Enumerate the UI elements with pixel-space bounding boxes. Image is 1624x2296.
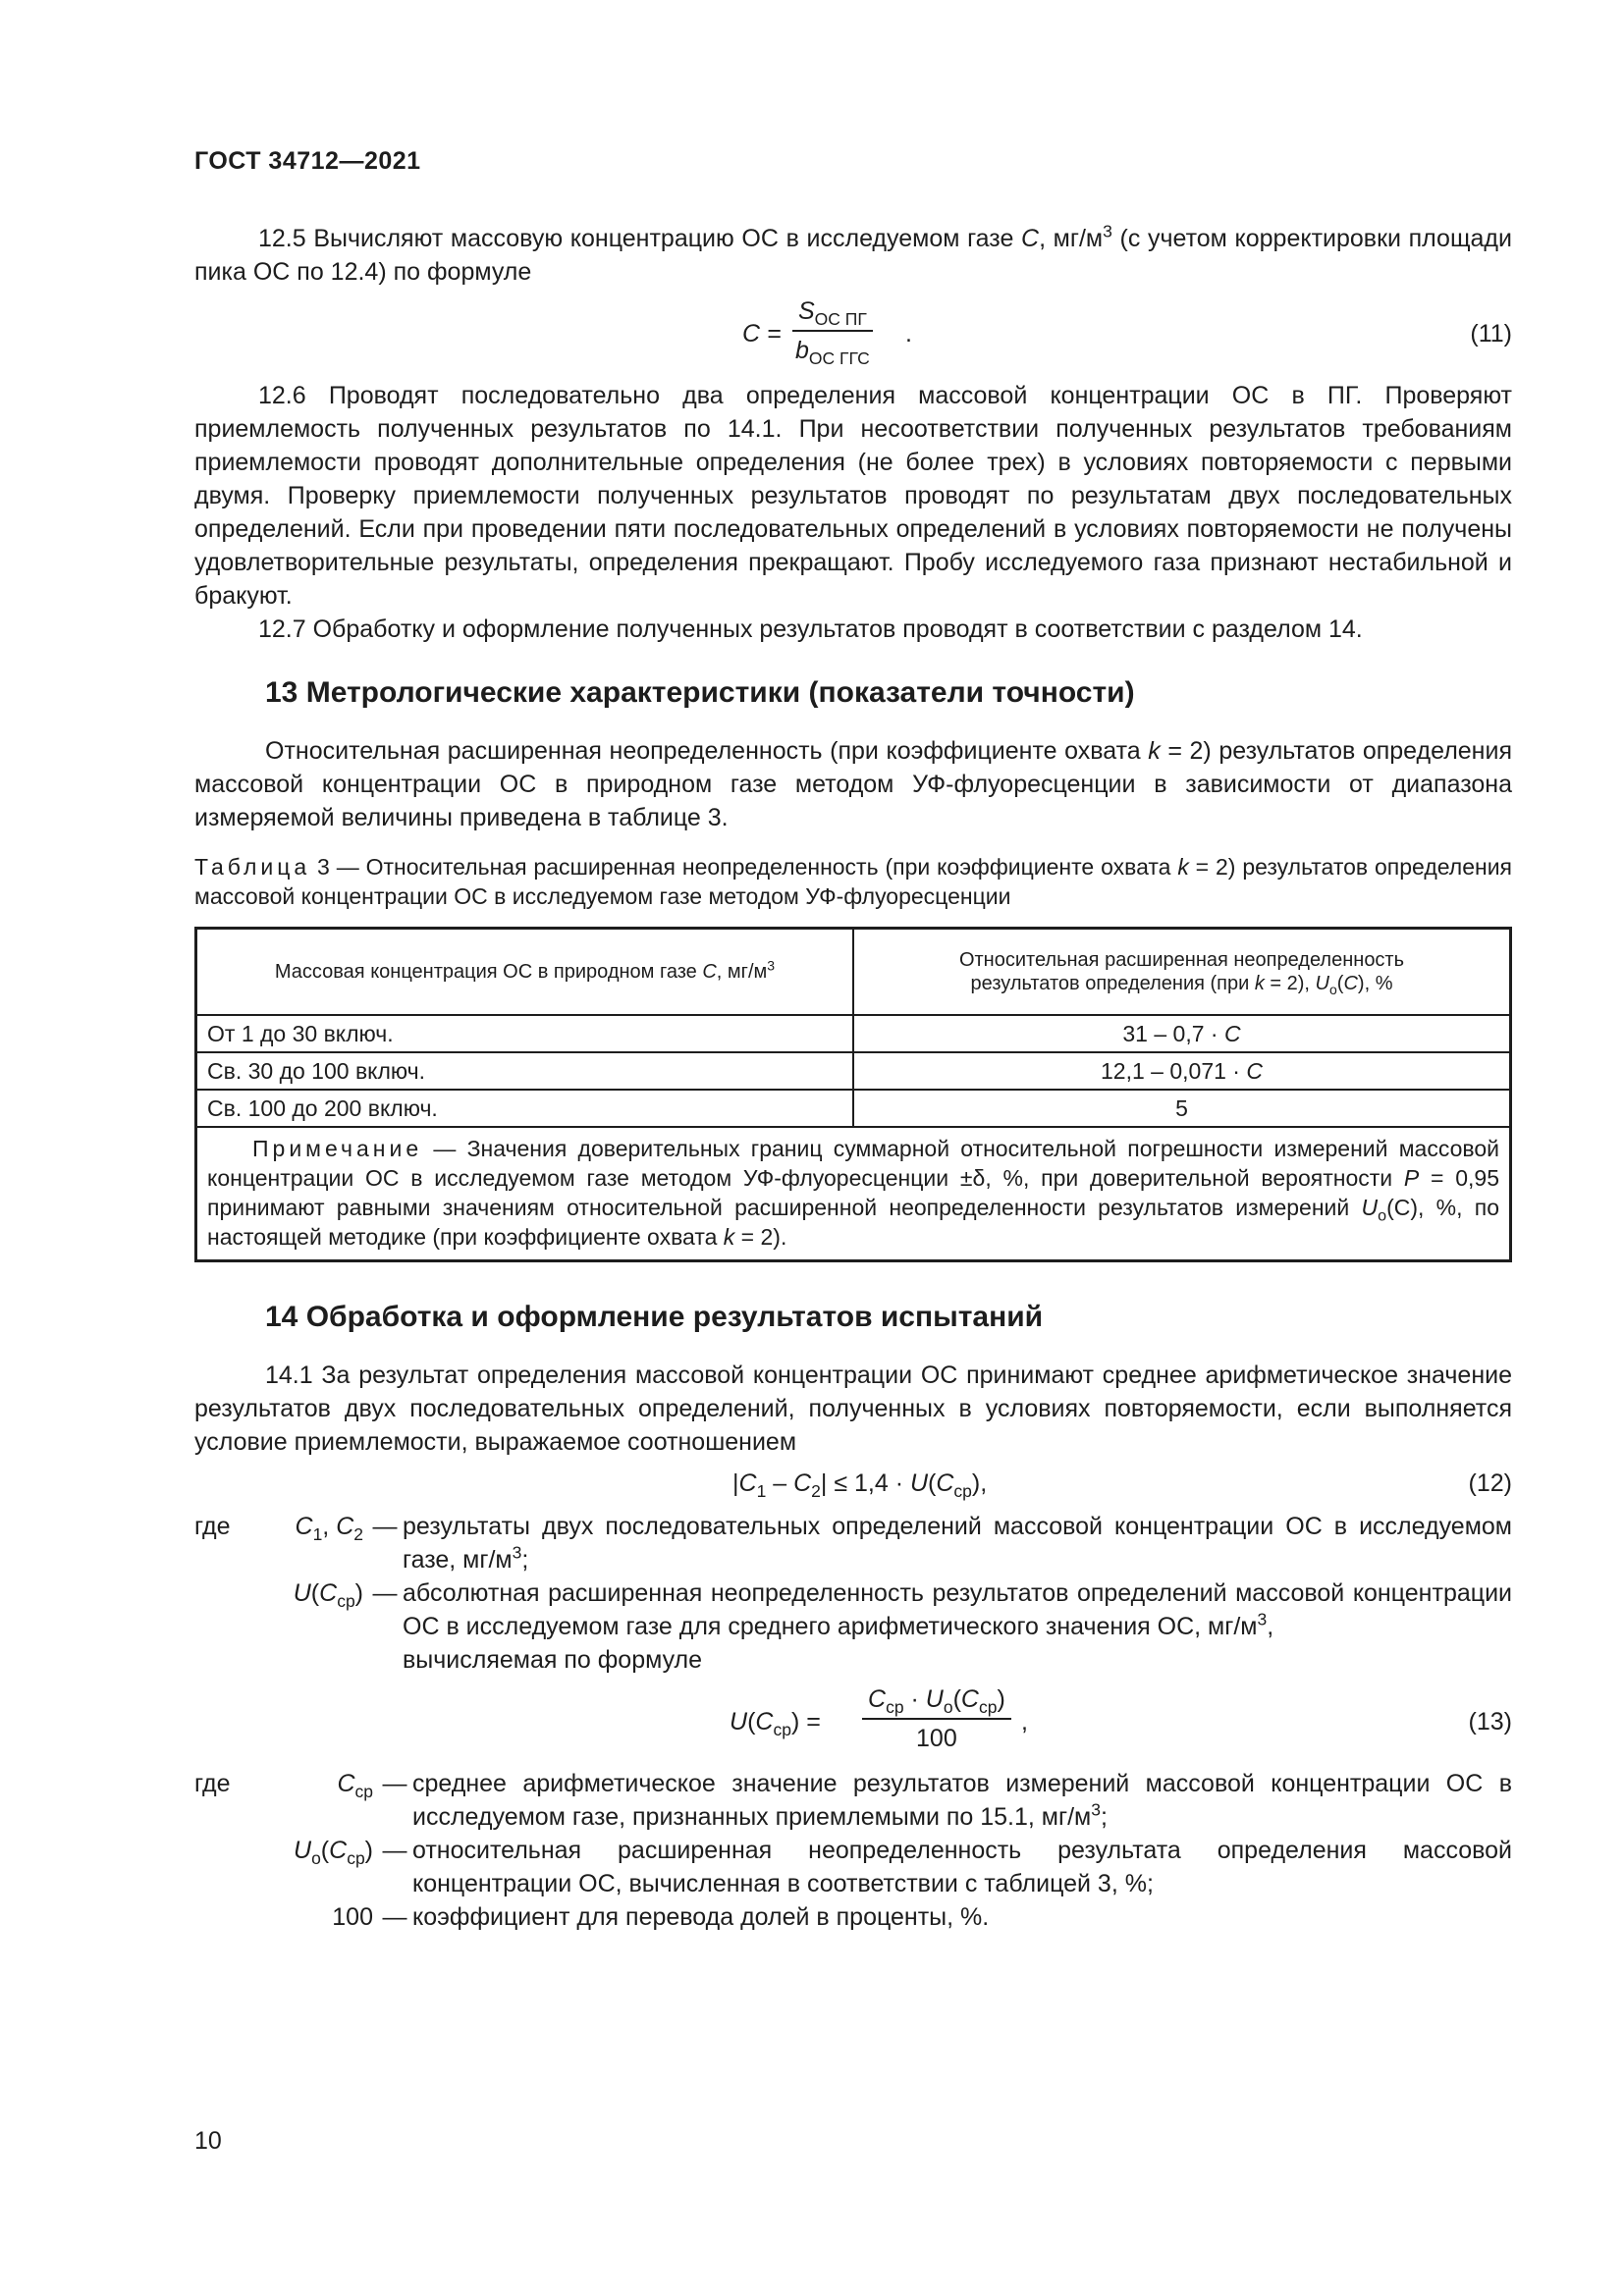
table-row: [196, 1015, 1511, 1052]
paragraph-13: Относительная расширенная неопределенность (при коэффициенте охвата k = 2) результатов определения массовой концентрации ОС в природном газе методом УФ-флуоресценции в зависимости от диапазона измеряемой величины приведена в таблице 3.: [194, 737, 1512, 831]
formula-12: $|C_1 - C_2| \le 1,4 \cdot U(C_{ср})$, (12): [194, 1459, 1512, 1510]
definition-row: $U_о(C_{ср})$ — относительная расширенная неопределенность результата определения массовой концентрации ОС, вычисленная в соответствии с таблицей 3, %;: [294, 1837, 1512, 1897]
paragraph-12-7: 12.7 Обработку и оформление полученных результатов проводят в соответствии с разделом 14.: [258, 615, 1363, 643]
equation-number-11: (11): [1470, 320, 1512, 347]
paragraph-12-5: 12.5 Вычисляют массовую концентрацию ОС в исследуемом газе C, $мг/м^3$ (с учетом корректировки площади пика ОС по 12.4) по формуле: [194, 221, 1512, 286]
table-header-uncertainty: Относительная расширенная неопределенность результатов определения (при k = 2), $U_о(C)$, %: [853, 929, 1511, 1016]
paragraph-12-6: 12.6 Проводят последовательно два определения массовой концентрации ОС в ПГ. Проверяют приемлемость полученных результатов по 14.1. При несоответствии полученных результатов требованиям приемлемости проводят дополнительные определения (не более трех) в условиях повторяемости с первыми двумя. Проверку приемлемости полученных результатов проводят по результатам двух последовательных определений. Если при проведении пяти последовательных определений в условиях повторяемости не получены удовлетворительные результаты, определения прекращают. Пробу исследуемого газа признают нестабильной и бракуют.: [194, 382, 1512, 610]
table-cell-range: Св. 30 до 100 включ.: [196, 1052, 854, 1090]
formula-11-fraction: $S_{ОС ПГ}$ $b_{ОС ГГС}$: [789, 294, 876, 367]
definition-row: где $C_1$, $C_2$ — результаты двух последовательных определений массовой концентрации ОС в исследуемом газе, $мг/м^3$;: [194, 1513, 1512, 1574]
table-header-row: [196, 929, 1511, 1016]
definition-row: $U(C_{ср})$ — абсолютная расширенная неопределенность результатов определений массовой концентрации ОС в исследуемом газе для среднего арифметического значения ОС, $мг/м^3$, вычисляемая по формуле: [293, 1579, 1512, 1674]
heading-section-14: 14 Обработка и оформление результатов испытаний: [265, 1301, 1044, 1333]
equation-number-12: (12): [1468, 1469, 1512, 1497]
table-3: [194, 927, 1512, 1262]
equation-number-13: (13): [1468, 1708, 1512, 1735]
table-row: [196, 1090, 1511, 1127]
table-cell-value: 31 – 0,7 · C: [853, 1015, 1511, 1052]
table-cell-value: 12,1 – 0,071 · C: [853, 1052, 1511, 1090]
document-header: ГОСТ 34712—2021: [194, 147, 421, 175]
heading-section-13: 13 Метрологические характеристики (показатели точности): [265, 676, 1135, 709]
formula-11: C = $S_{ОС ПГ}$ $b_{ОС ГГС}$ . (11): [194, 289, 1512, 379]
table-note: Примечание — Значения доверительных границ суммарной относительной погрешности измерений массовой концентрации ОС в исследуемом газе методом УФ-флуоресценции ±δ, %, при доверительной вероятности P = 0,95 принимают равными значениям относительной расширенной неопределенности результатов измерений $U_о(С)$, %, по настоящей методике (при коэффициенте охвата k = 2).: [196, 1127, 1511, 1261]
formula-13-fraction: $C_{ср} \cdot U_o(C_{ср})$ 100: [862, 1682, 1011, 1755]
definition-row: 100 — коэффициент для перевода долей в проценты, %.: [332, 1903, 990, 1931]
table-cell-range: От 1 до 30 включ.: [196, 1015, 854, 1052]
page-number: 10: [194, 2127, 222, 2155]
paragraph-14-1: 14.1 За результат определения массовой концентрации ОС принимают среднее арифметическое значение результатов двух последовательных определений, полученных в условиях повторяемости, если выполняется условие приемлемости, выражаемое соотношением: [194, 1362, 1512, 1456]
formula-13: $U(C_{ср})$ = $C_{ср} \cdot U_o(C_{ср})$ 100 , (13): [194, 1677, 1512, 1767]
page-content: [194, 222, 1512, 1934]
definitions-list-2: [194, 1767, 1512, 1934]
table-header-concentration: Массовая концентрация ОС в природном газе C, $мг/м^3$: [196, 929, 854, 1016]
definition-row: где $C_{ср}$ — среднее арифметическое значение результатов измерений массовой концентрации ОС в исследуемом газе, признанных приемлемыми по 15.1, $мг/м^3$;: [194, 1770, 1512, 1831]
table-cell-value: 5: [853, 1090, 1511, 1127]
table-row: [196, 1052, 1511, 1090]
table-3-caption: Таблица 3 — Относительная расширенная неопределенность (при коэффициенте охвата k = 2) результатов определения массовой концентрации ОС в исследуемом газе методом УФ-флуоресценции: [194, 854, 1512, 909]
definitions-list-1: [194, 1510, 1512, 1677]
table-note-row: [196, 1127, 1511, 1261]
table-cell-range: Св. 100 до 200 включ.: [196, 1090, 854, 1127]
